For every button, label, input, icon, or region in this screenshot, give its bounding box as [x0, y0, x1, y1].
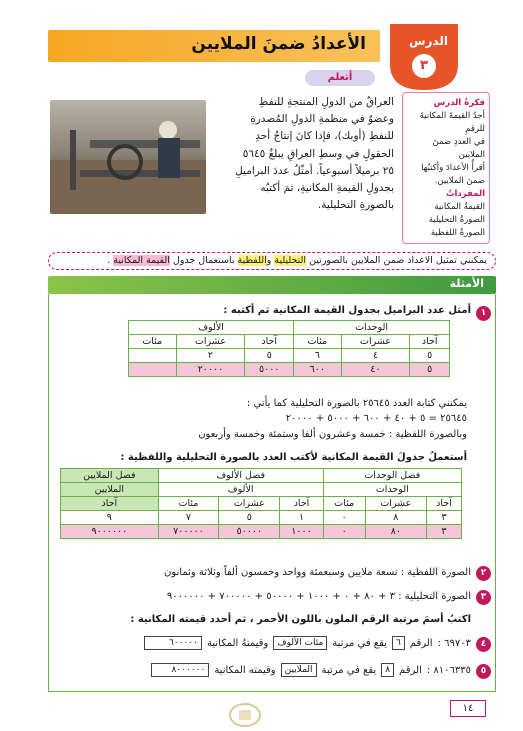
example-4-intro: اكتبُ أسمَ مرتبة الرقم الملون باللون الأحمر ، ثم أحدد قيمته المكانية :: [130, 614, 471, 625]
example-3-analytic: الصورة التحليلية : ٣ + ٨٠ + ٠ + ١٠٠٠ + ٥٠٠٠٠ + ٧٠٠٠٠٠ + ٩٠٠٠٠٠٠: [166, 591, 471, 602]
period-header: فصل الألوف: [158, 469, 323, 483]
lesson-number: ٣: [412, 54, 436, 78]
period-header: فصل الوحدات: [323, 469, 461, 483]
digit-cell: ٧: [158, 511, 219, 525]
digit-cell: [129, 349, 177, 363]
objective-text: يمكنني تمثيل الاعداد ضمن الملايين بالصورتين: [306, 255, 487, 266]
objective-analytic: التحليلية: [274, 255, 307, 266]
example-1-line-2: ٢٥٦٤٥ = ٥ + ٤٠ + ٦٠٠ + ٥٠٠٠ + ٢٠٠٠٠: [285, 413, 467, 424]
place-value-table-2: [60, 468, 462, 539]
objective-place-value: القيمة المكانية: [113, 255, 170, 266]
digit-cell: ٩: [61, 511, 159, 525]
col-header: مئات: [129, 335, 177, 349]
idea-heading: فكرةُ الدرس: [433, 98, 485, 108]
vocab-item: القيمةُ المكانية: [434, 202, 485, 212]
col-header: آحاد: [61, 497, 159, 511]
example-4-value-label: وقيمتهُ المكانية: [206, 637, 269, 649]
col-header: آحاد: [245, 335, 294, 349]
examples-header: [48, 276, 496, 294]
digit-cell: ٠: [323, 511, 365, 525]
example-5-row: [151, 663, 471, 677]
col-header: عشرات: [365, 497, 426, 511]
value-cell: ٤٠: [341, 363, 410, 377]
value-cell: [129, 363, 177, 377]
thousands-group-header: الألوف: [129, 321, 294, 335]
digit-cell: ٦: [294, 349, 341, 363]
page-number: ١٤: [450, 700, 486, 717]
col-header: مئات: [158, 497, 219, 511]
lesson-badge: [382, 24, 462, 90]
example-number-2: ٢: [476, 566, 491, 581]
col-header: آحاد: [280, 497, 323, 511]
example-5-rank: الملايين: [281, 663, 317, 677]
value-cell: ٩٠٠٠٠٠٠: [61, 525, 159, 539]
objective-mid: باستعمال جدول: [169, 255, 238, 266]
idea-line: أجدُ القيمةَ المكانيةَ للرقمِ: [419, 111, 485, 134]
digit-cell: ٥: [245, 349, 294, 363]
example-5-value-label: وقيمته المكانية: [214, 664, 276, 676]
example-number-1: ١: [476, 306, 491, 321]
example-4-label: الرقم: [409, 637, 433, 649]
col-header: عشرات: [176, 335, 245, 349]
example-4-value: ٦٠٠٠٠٠: [144, 636, 202, 650]
example-number-5: ٥: [476, 664, 491, 679]
example-2-verbal: الصورة اللفظية : تسعة ملايين وسبعمئة وواحد وخمسون ألفاً وثلاثة وثمانون: [164, 567, 471, 578]
example-1-line-3: وبالصورة اللفظية : خمسة وعشرون ألفا وستمئة وخمسة وأربعون: [198, 429, 467, 440]
col-header: عشرات: [219, 497, 280, 511]
vocab-heading: المفرداتُ: [445, 189, 485, 199]
digit-cell: ٥: [410, 349, 450, 363]
lesson-objective: [48, 252, 496, 270]
lesson-word: الدرس: [408, 34, 448, 48]
oil-field-illustration-icon: [50, 100, 206, 214]
lesson-title: الأعدادُ ضمنَ الملايين: [191, 34, 366, 54]
group-header: الوحدات: [323, 483, 461, 497]
units-group-header: الوحدات: [294, 321, 450, 335]
col-header: عشرات: [341, 335, 410, 349]
example-4-number: ٦٩٧٠٣ :: [437, 637, 471, 649]
group-header: الملايين: [61, 483, 159, 497]
col-header: آحاد: [410, 335, 450, 349]
value-cell: ٥٠٠٠: [245, 363, 294, 377]
col-header: مئات: [294, 335, 341, 349]
example-number-3: ٣: [476, 590, 491, 605]
idea-line: أقرأُ الأعدادَ وأكتبُها: [421, 163, 485, 173]
learn-tag: أتعلم: [305, 70, 375, 86]
lesson-sidebar: [402, 92, 490, 244]
vocab-item: الصورةُ التحليلية: [428, 215, 485, 225]
lesson-title-bar: [48, 30, 380, 62]
digit-cell: ٢: [176, 349, 245, 363]
digit-cell: ٨: [365, 511, 426, 525]
idea-line: ضمنَ الملايين.: [434, 176, 485, 186]
example-5-value: ٨٠٠٠٠٠٠: [151, 663, 209, 677]
period-header: فصل الملايين: [61, 469, 159, 483]
example-5-number: ٨١٠٦٣٣٥ :: [426, 664, 471, 676]
example-1-text: أمثل عدد البراميل بجدول القيمة المكانية ثم أكتبه :: [223, 305, 471, 316]
example-4-rank-label: يقع في مرتبة: [332, 637, 387, 649]
idea-line: في العددِ ضمنَ الملايين: [432, 137, 485, 160]
digit-cell: ١: [280, 511, 323, 525]
value-cell: ٨٠: [365, 525, 426, 539]
digit-cell: ٣: [426, 511, 461, 525]
value-cell: ٢٠٠٠٠: [176, 363, 245, 377]
col-header: مئات: [323, 497, 365, 511]
example-4-rank: مئات الألوف: [273, 636, 327, 650]
value-cell: ٦٠٠: [294, 363, 341, 377]
group-header: الألوف: [158, 483, 323, 497]
place-value-table-1: [128, 320, 450, 377]
example-4-digit: ٦: [392, 636, 405, 650]
value-cell: ٣: [426, 525, 461, 539]
example-number-4: ٤: [476, 637, 491, 652]
ministry-logo-icon: [228, 702, 262, 728]
value-cell: ٥٠٠٠٠: [219, 525, 280, 539]
learn-paragraph: العراقُ من الدولِ المنتجةِ للنفطِ وعضوٌ في منظمةِ الدولِ المُصدرةِ للنفطِ (أوبك)، فإذا كانَ إنتاجُ أحدِ الحقولِ في وسطِ العراقِ يبلغُ ٥٦٤٥ ٢٥ برميلاً أسبوعياً. أمثّلُ عددَ البراميلِ بجدولِ القيمةِ المكانيةِ، ثمَ أكتبُه بالصورةِ التحليلية.: [235, 96, 394, 212]
example-4-row: [144, 636, 471, 650]
example-5-label: الرقم: [399, 664, 422, 676]
oil-worker-photo: [50, 100, 206, 214]
objective-end: .: [107, 255, 114, 266]
examples-label: الأمثلة: [449, 277, 484, 290]
value-cell: ٠: [323, 525, 365, 539]
digit-cell: ٥: [219, 511, 280, 525]
objective-verbal: اللفظية: [237, 255, 267, 266]
example-5-rank-label: يقع في مرتبة: [321, 664, 377, 676]
example-1-line-1: يمكنني كتابة العدد ٢٥٦٤٥ بالصورة التحليلية كما يأتي :: [246, 398, 467, 409]
value-cell: ٧٠٠٠٠٠: [158, 525, 219, 539]
vocab-item: الصورةُ اللفظية: [430, 228, 485, 238]
digit-cell: ٤: [341, 349, 410, 363]
value-cell: ١٠٠٠: [280, 525, 323, 539]
example-5-digit: ٨: [381, 663, 394, 677]
col-header: آحاد: [426, 497, 461, 511]
value-cell: ٥: [410, 363, 450, 377]
example-2-intro: أستعملُ جدولَ القيمة المكانية لأكتب العدد بالصورة التحليلية واللفظية :: [120, 452, 467, 463]
objective-and: و: [266, 255, 275, 266]
